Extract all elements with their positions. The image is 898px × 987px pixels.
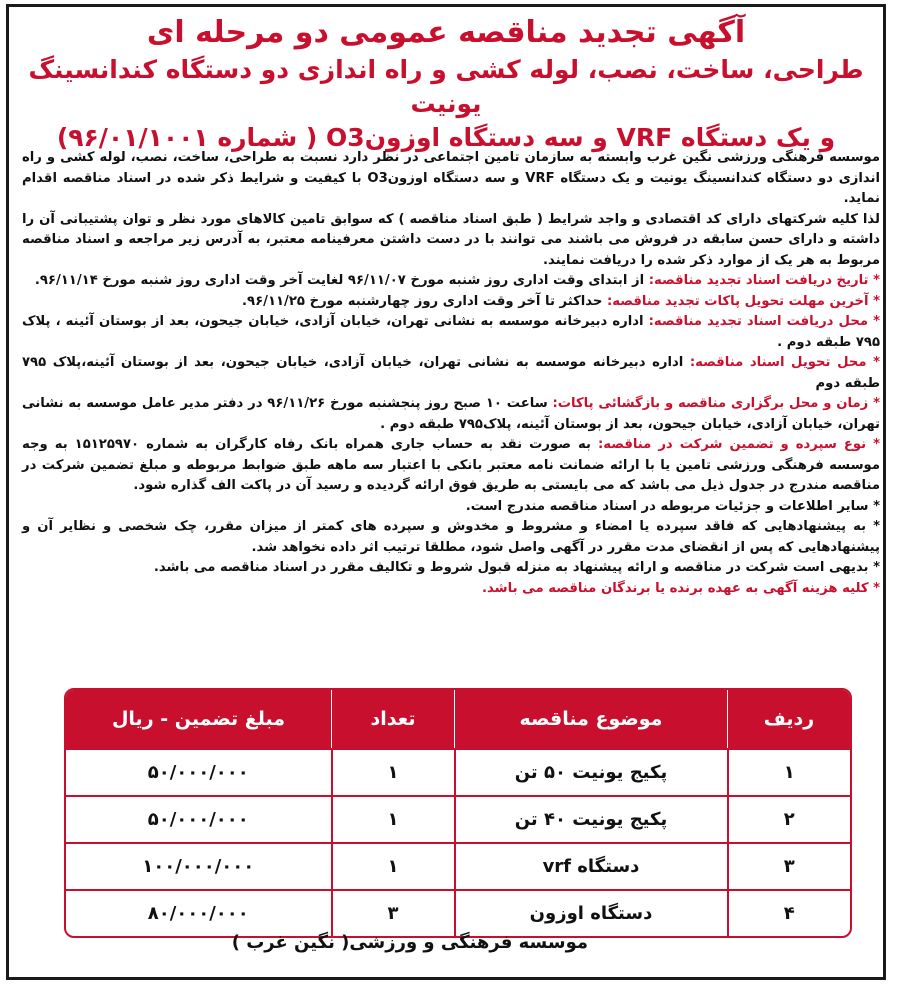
intro-paragraph-2: لذا کلیه شرکتهای دارای کد اقتصادی و واجد شرایط ( طبق اسناد مناقصه ) که سوابق تامین کالاهای مورد نظر و توان پشتیبانی آن را داشته و دارای حسن سابقه در فروش می باشند می توانند با در دست داشتن معرفینامه معتبر، به آدرس زیر مراجعه و اسناد مناقصه مربوط به هر یک از موارد ذکر شده را دریافت نمایند. [22, 211, 880, 268]
item-text: از ابتدای وقت اداری روز شنبه مورخ ۹۶/۱۱/۰۷ لغایت آخر وقت اداری روز شنبه مورخ ۹۶/۱۱/۱۴. [34, 273, 649, 288]
intro-paragraph-1: موسسه فرهنگی ورزشی نگین غرب وابسته به سازمان تامین اجتماعی در نظر دارد نسبت به طراحی، ساخت، نصب، لوله کشی و راه اندازی دو دستگاه کندانسینگ یونیت و یک دستگاه VRF و سه دستگاه اوزونO3 با کیفیت و شرایط ذکر شده در اسناد مناقصه اقدام نماید. [22, 150, 880, 206]
cell-row-number: ۲ [728, 796, 851, 843]
cell-subject: پکیج یونیت ۴۰ تن [455, 796, 728, 843]
item-text: به صورت نقد به حساب جاری همراه بانک رفاه کارگران به شماره ۱۵۱۲۵۹۷۰ به وجه موسسه فرهنگی ورزشی تامین یا با ارائه ضمانت نامه معتبر بانکی با اعتبار سه ماهه طبق ضوابط مربوطه و مبلغ تضمین شرکت در مناقصه مندرج در جدول ذیل می باشد که می بایستی به طریق فوق ارائه گردیده و رسید آن در پاکت الف گذاره شود. [22, 437, 880, 493]
table-row [66, 843, 850, 890]
header-quantity: تعداد [332, 690, 455, 749]
item-text: اداره دبیرخانه موسسه به نشانی تهران، خیابان آزادی، خیابان جیحون، بعد از بوستان آئینه ، پلاک ۷۹۵ طبقه دوم . [22, 314, 880, 350]
item-text: حداکثر تا آخر وقت اداری روز چهارشنبه مورخ ۹۶/۱۱/۲۵. [242, 293, 608, 309]
item-text: اداره دبیرخانه موسسه به نشانی تهران، خیابان آزادی، خیابان جیحون، بعد از بوستان آئینه،پلاک ۷۹۵ طبقه دوم [22, 355, 880, 391]
cell-row-number: ۳ [728, 843, 851, 890]
note-ad-cost: * کلیه هزینه آگهی به عهده برنده یا برندگان مناقصه می باشد. [482, 580, 880, 596]
item-receive-docs-place [22, 312, 880, 353]
item-opening-time-place [22, 394, 880, 435]
cell-quantity: ۱ [332, 749, 455, 796]
ad-body [22, 148, 880, 599]
item-label: * محل دریافت اسناد تجدید مناقصه: [648, 314, 880, 329]
cell-row-number: ۱ [728, 749, 851, 796]
cell-subject: پکیج یونیت ۵۰ تن [455, 749, 728, 796]
note-other-info: * سایر اطلاعات و جزئیات مربوطه در اسناد مناقصه مندرج است. [465, 498, 880, 514]
cell-amount: ۵۰/۰۰۰/۰۰۰ [66, 796, 332, 843]
header-guarantee-amount: مبلغ تضمین - ریال [66, 690, 332, 749]
cell-row-number: ۴ [728, 890, 851, 936]
tender-table [64, 688, 852, 938]
cell-amount: ۵۰/۰۰۰/۰۰۰ [66, 749, 332, 796]
table-row [66, 890, 850, 936]
item-receive-docs-date [22, 271, 880, 292]
item-deposit-type [22, 435, 880, 497]
table-row [66, 749, 850, 796]
item-text: ساعت ۱۰ صبح روز پنجشنبه مورخ ۹۶/۱۱/۲۶ در دفتر مدیر عامل موسسه به نشانی تهران، خیابان آزادی، خیابان جیحون، بعد از بوستان آئینه، پلاک۷۹۵ طبقه دوم . [22, 396, 880, 432]
ad-subtitle-2: و یک دستگاه VRF و سه دستگاه اوزونO3 ( شماره ۹۶/۰۱/۱۰۰۱) [56, 123, 836, 152]
item-submit-deadline [22, 292, 880, 313]
item-label: * آخرین مهلت تحویل پاکات تجدید مناقصه: [607, 293, 880, 309]
item-deliver-docs-place [22, 353, 880, 394]
table-header-row [66, 690, 850, 749]
ad-subtitle-1: طراحی، ساخت، نصب، لوله کشی و راه اندازی دو دستگاه کندانسینگ یونیت [28, 55, 864, 118]
item-label: * محل تحویل اسناد مناقصه: [689, 355, 881, 370]
item-label: * نوع سپرده و تضمین شرکت در مناقصه: [597, 437, 880, 452]
cell-quantity: ۳ [332, 890, 455, 936]
cell-quantity: ۱ [332, 843, 455, 890]
cell-amount: ۸۰/۰۰۰/۰۰۰ [66, 890, 332, 936]
cell-quantity: ۱ [332, 796, 455, 843]
cell-subject: دستگاه اوزون [455, 890, 728, 936]
table-row [66, 796, 850, 843]
ad-header [9, 13, 883, 155]
cell-amount: ۱۰۰/۰۰۰/۰۰۰ [66, 843, 332, 890]
note-invalid-bids: * به پیشنهادهایی که فاقد سپرده یا امضاء و مشروط و مخدوش و سپرده های کمتر از میزان مقرر، چک شخصی و نظایر آن و پیشنهادهایی که پس از انقضای مدت مقرر در آگهی واصل شود، مطلقا ترتیب اثر داده نخواهد شد. [22, 519, 880, 555]
item-label: * زمان و محل برگزاری مناقصه و بازگشائی پاکات: [552, 396, 880, 411]
organization-signature: موسسه فرهنگی و ورزشی( نگین غرب ) [231, 932, 588, 953]
header-subject: موضوع مناقصه [455, 690, 728, 749]
ad-title: آگهی تجدید مناقصه عمومی دو مرحله ای [146, 15, 746, 50]
cell-subject: دستگاه vrf [455, 843, 728, 890]
item-label: * تاریخ دریافت اسناد تجدید مناقصه: [648, 273, 880, 288]
note-acceptance: * بدیهی است شرکت در مناقصه و ارائه پیشنهاد به منزله قبول شروط و تکالیف مقرر در اسناد مناقصه می باشد. [153, 560, 880, 575]
header-row-number: ردیف [728, 690, 851, 749]
